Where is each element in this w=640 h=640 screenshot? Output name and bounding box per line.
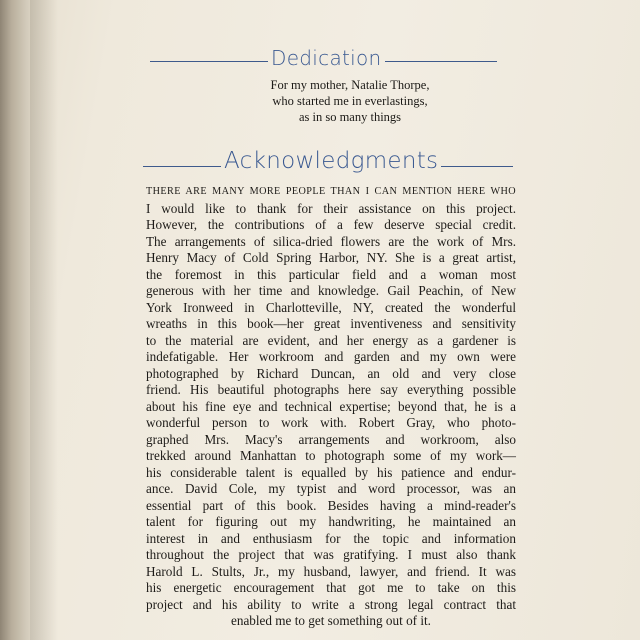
acknowledgments-rule-right [441,166,513,167]
acknowledgments-heading-row [143,150,513,173]
body-line: The arrangements of silica-dried flowers are the work of Mrs. [146,233,516,249]
dedication-line: For my mother, Natalie Thorpe, [270,78,430,92]
page-inner-shadow [30,0,58,640]
dedication-text [200,77,500,125]
body-line: photographed by Richard Duncan, an old and very close [146,365,516,381]
dedication-heading: Dedication [271,46,382,70]
body-line: interest in and enthusiasm for the topic and information [146,530,516,546]
dedication-line: as in so many things [298,110,402,124]
acknowledgments-rule-left [143,166,221,167]
dedication-heading-row [150,48,497,68]
body-line: ance. David Cole, my typist and word processor, was an [146,481,516,496]
body-line: However, the contributions of a few deserve special credit. [146,217,516,232]
body-line: about his fine eye and technical expertise; beyond that, he is a [146,398,516,414]
body-line: his considerable talent is equalled by his patience and endur- [146,464,516,480]
body-line: project and his ability to write a strong legal contract that [146,596,516,612]
body-line: wreaths in this book—her great inventiveness and sensitivity [146,316,516,331]
body-line: Harold L. Stults, Jr., my husband, lawyer, and friend. It was [146,563,516,579]
body-line: friend. His beautiful photographs here say everything possible [146,382,516,397]
body-line: I would like to thank for their assistance on this project. [146,200,516,216]
body-line: THERE ARE MANY MORE PEOPLE THAN I CAN MENTION HERE WHO [146,186,516,197]
body-line: Henry Macy of Cold Spring Harbor, NY. She is a great artist, [146,250,516,265]
body-line: to the material are evident, and her energy as a gardener is [146,332,516,348]
body-line: wonderful person to work with. Robert Gray, who photo- [146,415,516,430]
acknowledgments-heading: Acknowledgments [224,148,439,174]
body-line: enabled me to get something out of it. [231,613,431,628]
body-line: essential part of this book. Besides having a mind-reader's [146,497,516,513]
dedication-rule-right [385,61,497,62]
dedication-line: who started me in everlastings, [272,94,428,108]
body-line: trekked around Manhattan to photograph some of my work— [146,448,516,463]
dedication-rule-left [150,61,268,62]
acknowledgments-body [146,184,516,630]
body-line: York Ironweed in Charlotteville, NY, created the wonderful [146,299,516,315]
body-line: his energetic encouragement that got me to take on this [146,580,516,595]
body-line: throughout the project that was gratifying. I must also thank [146,547,516,562]
body-line: talent for figuring out my handwriting, he maintained an [146,514,516,529]
body-line: generous with her time and knowledge. Gail Peachin, of New [146,283,516,298]
body-line: indefatigable. Her workroom and garden and my own were [146,349,516,364]
body-line: the foremost in this particular field and a woman most [146,266,516,282]
body-line: graphed Mrs. Macy's arrangements and workroom, also [146,431,516,447]
